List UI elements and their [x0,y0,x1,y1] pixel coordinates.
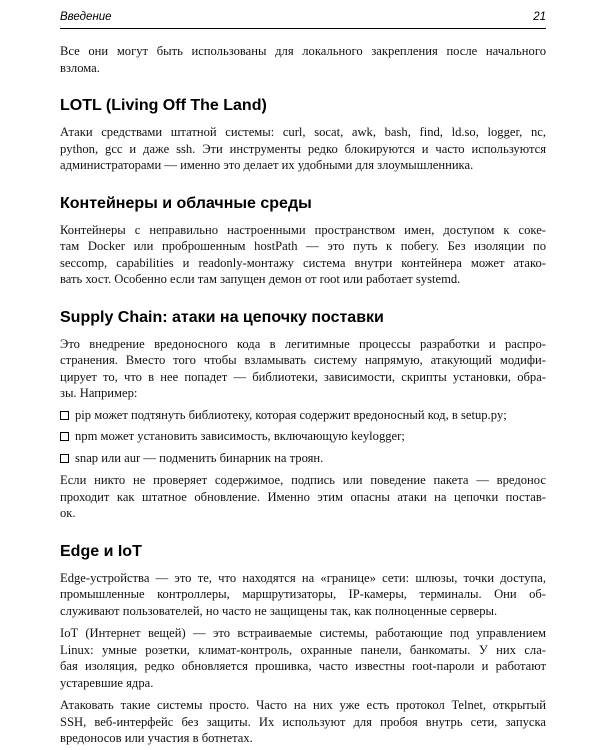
running-header [60,8,546,29]
text-line: ок. [60,506,76,520]
text-line: вредоносов или участия в ботнетах. [60,731,253,745]
section-heading-edge-iot: Edge и IoT [60,542,142,560]
checkbox-bullet-icon [60,454,69,463]
text-line: Атаковать такие системы просто. Часто на них уже есть протокол Telnet, открытый [60,698,546,712]
text-line: Все они могут быть использованы для локального закрепления после начального [60,44,546,58]
attack-paragraph [60,697,546,747]
text-line: взлома. [60,60,100,75]
book-page [60,8,546,747]
supply-chain-paragraph [60,336,546,402]
text-line: устаревшие ядра. [60,675,154,690]
list-item-text: snap или aur — подменить бинарник на троян. [75,450,324,465]
text-line: IoT (Интернет вещей) — это встраиваемые системы, работающие под управлением [60,626,546,640]
text-line: проходит как штатное обновление. Именно этим опасны атаки на цепочки постав- [60,489,546,504]
text-line: промышленные контроллеры, маршрутизаторы, IP-камеры, терминалы. Они об- [60,587,546,601]
text-line: seccomp, capabilities и readonly-монтажу система внутри контейнера может атако- [60,255,546,270]
text-line: бая изоляция, редко обновляется прошивка, часто известны root-пароли и работают [60,659,546,673]
text-line: Это внедрение вредоносного кода в легитимные процессы разработки и распро- [60,336,546,351]
iot-paragraph [60,625,546,691]
section-heading-supply-chain: Supply Chain: атаки на цепочку поставки [60,308,384,326]
text-line: цирует то, что в нее попадет — библиотеки, зависимости, скрипты установки, обра- [60,369,546,384]
text-line: Linux: умные розетки, климат-контроль, охранные панели, банкоматы. У них сла- [60,642,546,657]
text-line: вать хост. Особенно если там запущен демон от root или работает systemd. [60,272,461,286]
lotl-paragraph [60,124,546,174]
list-item [60,450,546,467]
intro-paragraph [60,43,546,76]
list-item [60,407,546,424]
checkbox-bullet-icon [60,411,69,420]
page-number: 21 [533,11,546,23]
text-line: Если никто не проверяет содержимое, подпись или поведение пакета — вредонос [60,473,546,487]
text-line: странения. Вместо того чтобы взламывать систему напрямую, атакующий модифи- [60,353,546,367]
text-line: SSH, веб-интерфейс без защиты. Их используют для пробоя внутрь сети, запуска [60,714,546,729]
text-line: там Docker или проброшенным hostPath — это путь к побегу. Без изоляции по [60,239,546,253]
text-line: Атаки средствами штатной системы: curl, socat, awk, bash, find, ld.so, logger, nc, [60,125,546,139]
text-line: python, gcc и даже ssh. Эти инструменты редко блокируются и часто используются [60,141,546,156]
containers-paragraph [60,222,546,288]
edge-paragraph [60,570,546,620]
list-item [60,428,546,445]
checkbox-bullet-icon [60,432,69,441]
supply-chain-conclusion [60,472,546,522]
list-item-text: pip может подтянуть библиотеку, которая содержит вредоносный код, в setup.py; [75,407,507,422]
text-line: служивают пользователей, но часто не защищены так, как полноценные серверы. [60,603,498,618]
supply-chain-bullet-list [60,407,546,467]
section-heading-containers: Контейнеры и облачные среды [60,194,312,212]
text-line: администраторами — именно это делает их удобными для злоумышленника. [60,158,474,172]
text-line: зы. Например: [60,386,138,400]
section-heading-lotl: LOTL (Living Off The Land) [60,97,267,114]
text-line: Контейнеры с неправильно настроенными пространством имен, доступом к соке- [60,222,546,237]
list-item-text: npm может установить зависимость, включающую keylogger; [75,429,405,443]
text-line: Edge-устройства — это те, что находятся на «границе» сети: шлюзы, точки доступа, [60,570,546,585]
chapter-title: Введение [60,11,112,23]
